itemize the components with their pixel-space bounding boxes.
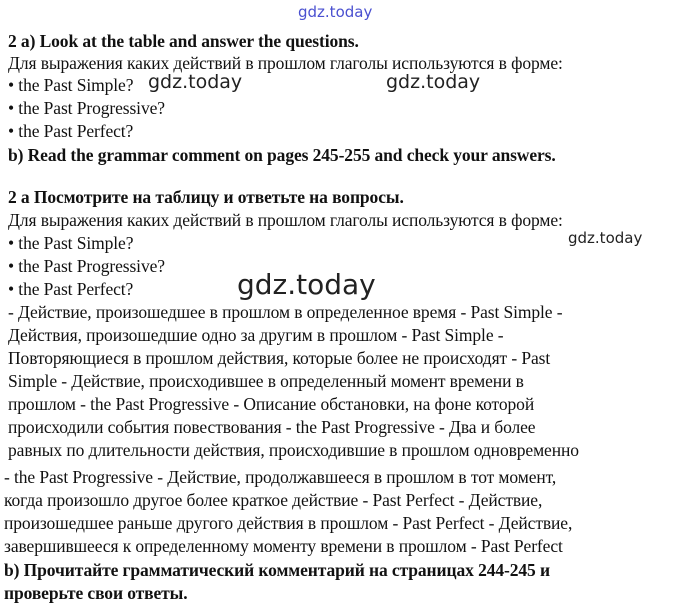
answer-line: Simple - Действие, происходившее в определенный момент времени в [8,371,524,391]
answer-line: происходили события повествования - the Past Progressive - Два и более [8,417,536,437]
answer-line: прошлом - the Past Progressive - Описание обстановки, на фоне которой [8,394,535,414]
answer-line: - Действие, произошедшее в прошлом в определенное время - Past Simple - [8,302,563,322]
section-ru-bullet: • the Past Simple? [8,233,134,253]
section-ru-task-b-cont: проверьте свои ответы. [4,583,188,603]
answer-line: Повторяющиеся в прошлом действия, которые более не происходят - Past [8,348,551,368]
section-en-heading: 2 a) Look at the table and answer the questions. [8,31,359,51]
section-en-bullet: • the Past Progressive? [8,98,165,118]
section-en-bullet: • the Past Perfect? [8,121,134,141]
section-ru-bullet: • the Past Progressive? [8,256,165,276]
watermark-right: gdz.today [568,229,643,247]
watermark-mid-right: gdz.today [386,71,481,93]
answer-line: когда произошло другое более краткое действие - Past Perfect - Действие, [4,490,543,510]
section-en-intro: Для выражения каких действий в прошлом глаголы используются в форме: [8,53,563,73]
answer-line: - the Past Progressive - Действие, продолжавшееся в прошлом в тот момент, [4,467,557,487]
watermark-mid-left: gdz.today [148,71,243,93]
answer-line: Действия, произошедшие одно за другим в прошлом - Past Simple - [8,325,504,345]
watermark-big: gdz.today [237,268,376,301]
answer-line: равных по длительности действия, происходившие в прошлом одновременно [8,440,579,460]
answer-line: завершившееся к определенному моменту времени в прошлом - Past Perfect [4,536,563,556]
section-ru-heading: 2 а Посмотрите на таблицу и ответьте на вопросы. [8,187,404,207]
watermark-top: gdz.today [298,3,373,21]
section-ru-bullet: • the Past Perfect? [8,279,134,299]
section-en-bullet: • the Past Simple? [8,75,134,95]
section-ru-task-b: b) Прочитайте грамматический комментарий на страницах 244-245 и [4,560,550,580]
answer-line: произошедшее раньше другого действия в прошлом - Past Perfect - Действие, [4,513,573,533]
section-en-task-b: b) Read the grammar comment on pages 245-255 and check your answers. [8,145,556,165]
section-ru-intro: Для выражения каких действий в прошлом глаголы используются в форме: [8,210,563,230]
